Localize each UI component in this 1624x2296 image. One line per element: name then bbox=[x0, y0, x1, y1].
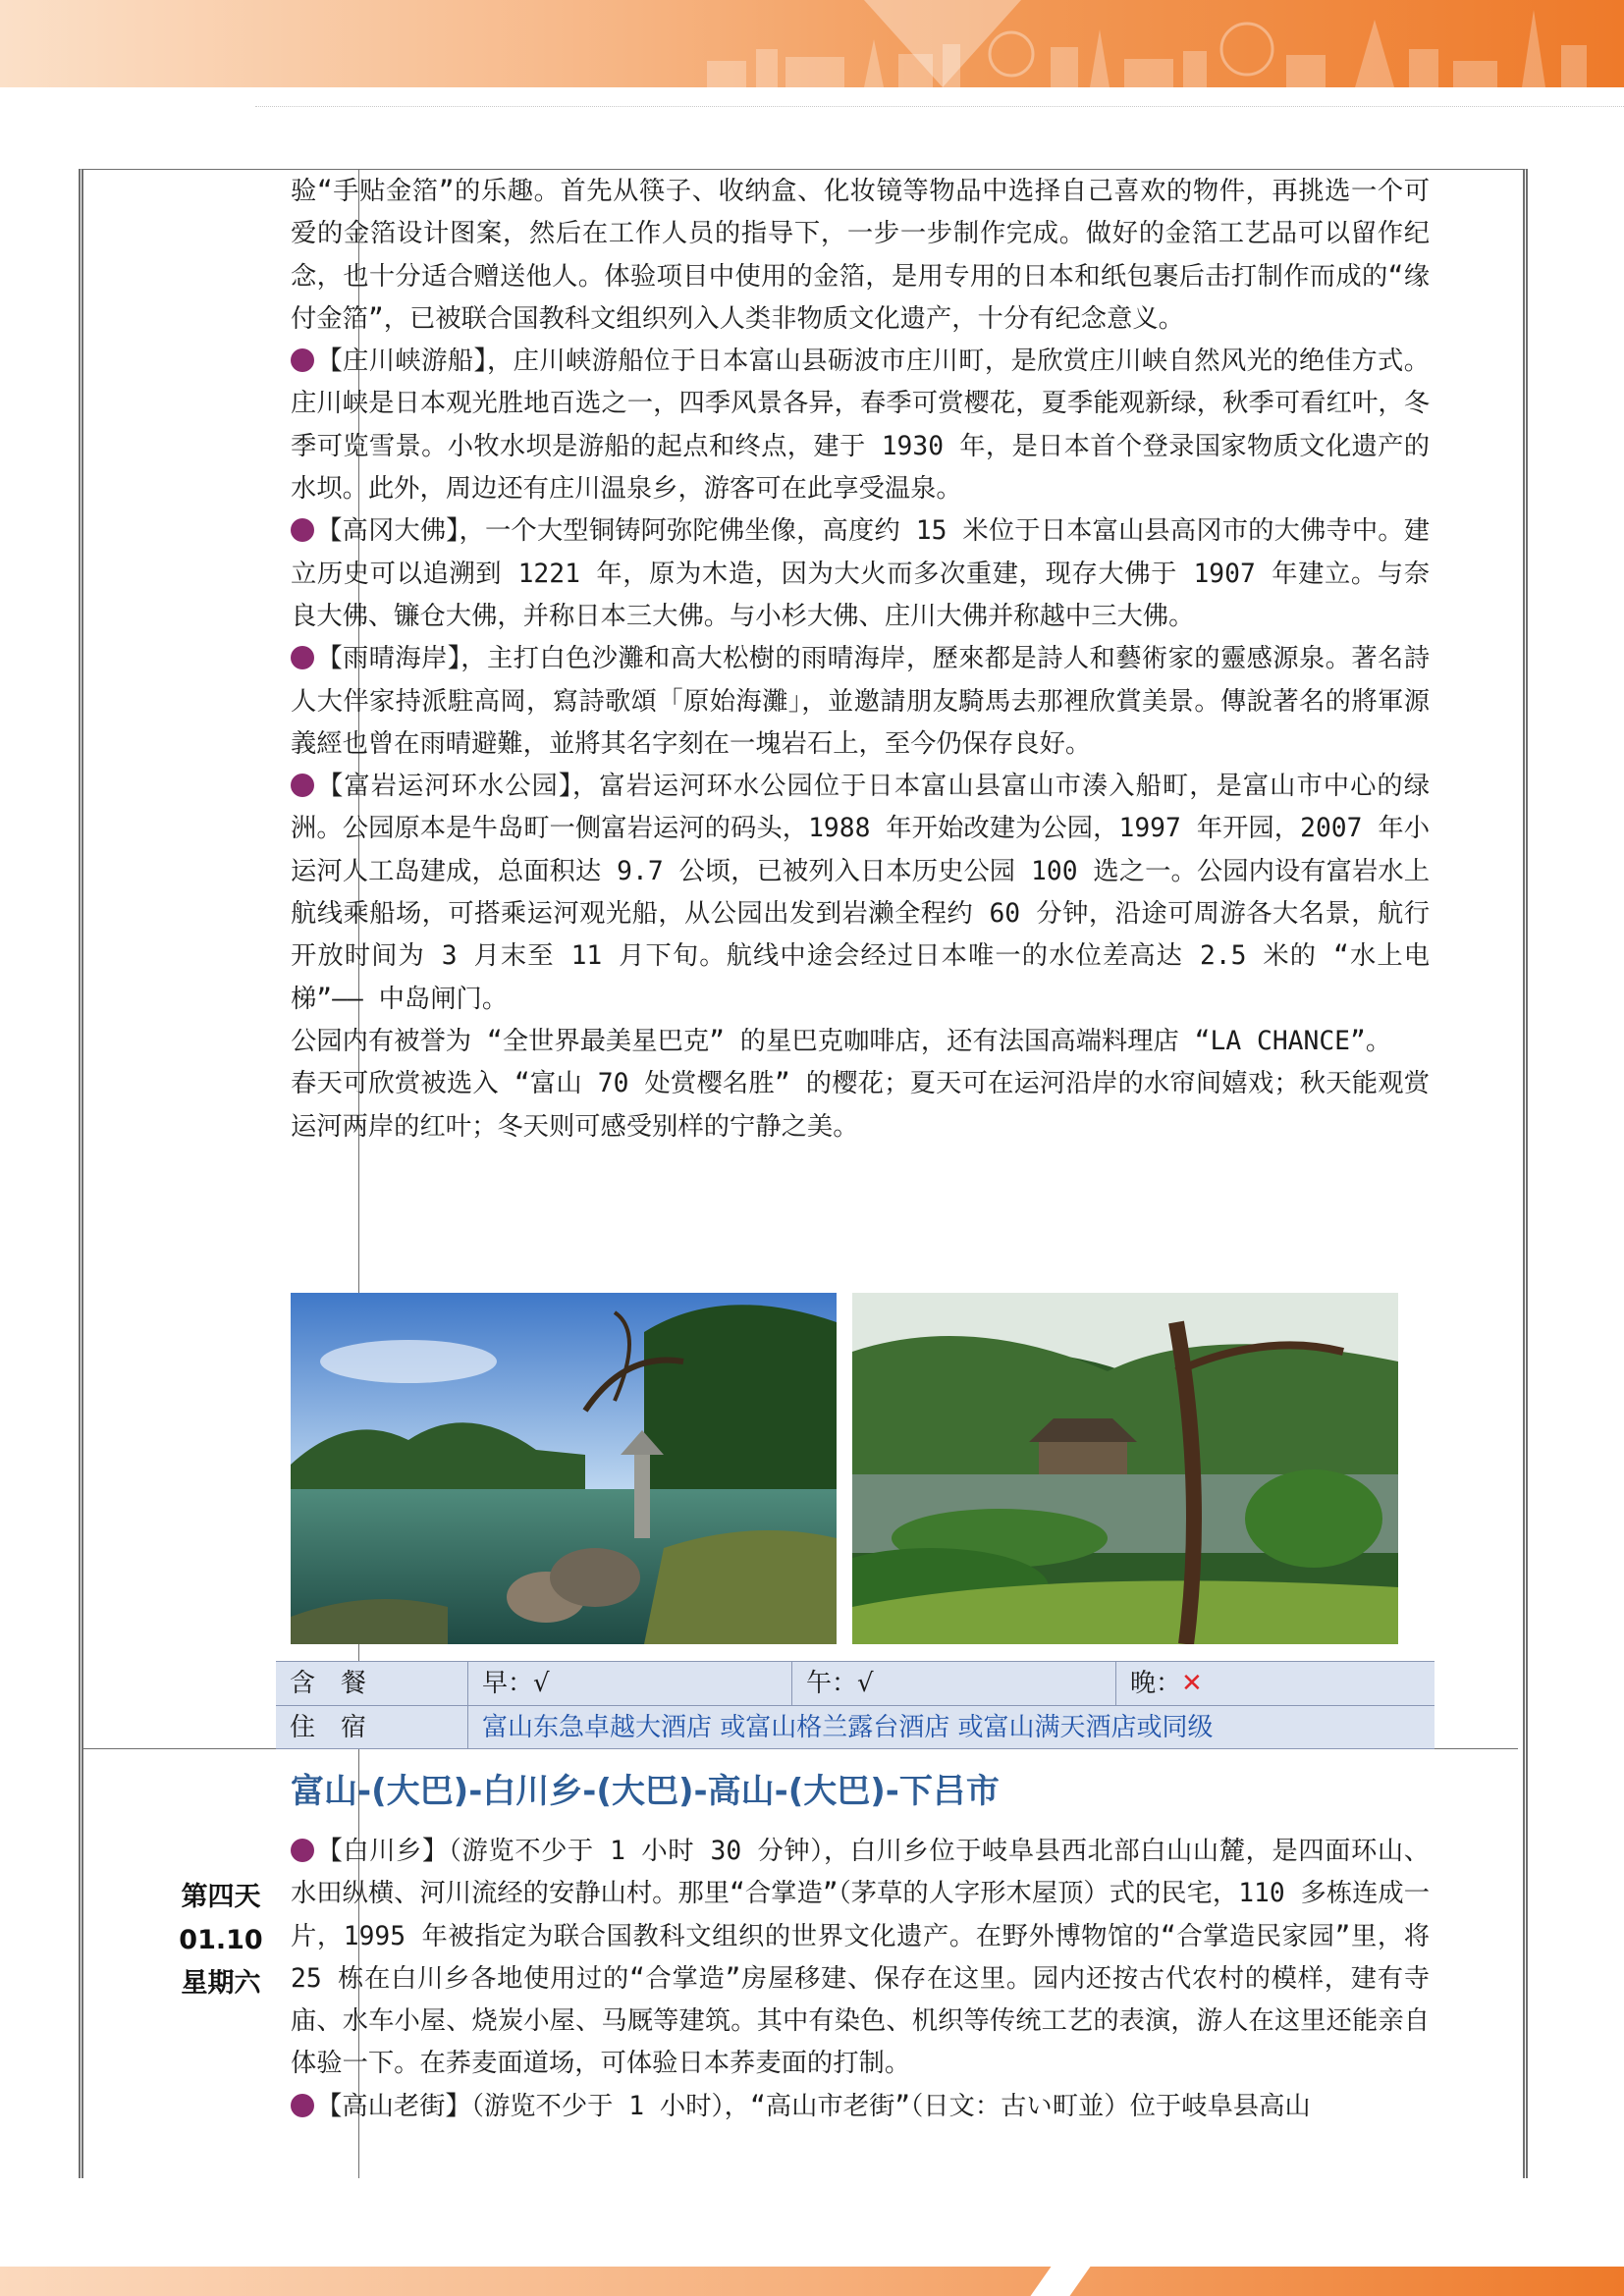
city-skyline-decoration bbox=[687, 0, 1624, 87]
meals-label: 含 餐 bbox=[276, 1662, 468, 1705]
shirakawago-text: 【白川乡】（游览不少于 1 小时 30 分钟），白川乡位于岐阜县西北部白山山麓，是四面环山、水田纵横、河川流经的安静山村。那里“合掌造”（茅草的人字形木屋顶）式的民宅，110 多栋连成一片，1995 年被指定为联合国教科文组织的世界文化遗产。在野外博物馆的“合掌造民家园”里，将 25 栋在白川乡各地使用过的“合掌造”房屋移建、保存在这里。园内还按古代农村的模样，建有寺庙、水车小屋、烧炭小屋、马厩等建筑。其中有染色、机织等传统工艺的表演，游人在这里还能亲自体验一下。在荞麦面道场，可体验日本荞麦面的打制。 bbox=[291, 1837, 1431, 2079]
lunch-cell: 午：√ bbox=[792, 1662, 1116, 1705]
photo-strip bbox=[291, 1293, 1430, 1646]
breakfast-cell: 早：√ bbox=[468, 1662, 792, 1705]
day4-route-title: 富山-(大巴)-白川乡-(大巴)-高山-(大巴)-下吕市 bbox=[291, 1772, 1000, 1811]
meals-lodging-table bbox=[276, 1661, 1435, 1749]
seasons-paragraph: 春天可欣赏被选入 “富山 70 处赏樱名胜” 的樱花；夏天可在运河沿岸的水帘间嬉戏；秋天能观赏运河两岸的红叶；冬天则可感受别样的宁静之美。 bbox=[291, 1069, 1430, 1142]
lodging-label: 住 宿 bbox=[276, 1706, 468, 1749]
shirakawago-paragraph bbox=[291, 1831, 1430, 2086]
top-banner bbox=[0, 0, 1624, 87]
lodging-row bbox=[276, 1706, 1435, 1749]
hotel-value: 富山东急卓越大酒店 或富山格兰露台酒店 或富山满天酒店或同级 bbox=[482, 1713, 1214, 1742]
starbucks-paragraph: 公园内有被誉为 “全世界最美星巴克” 的星巴克咖啡店，还有法国高端料理店 “LA CHANCE”。 bbox=[291, 1026, 1392, 1056]
bullet-icon bbox=[291, 348, 314, 372]
bullet-icon bbox=[291, 518, 314, 542]
garden-pond-photo bbox=[291, 1293, 837, 1644]
takaoka-buddha-paragraph bbox=[291, 510, 1430, 638]
fugan-park-text: 【富岩运河环水公园】，富岩运河环水公园位于日本富山县富山市湊入船町，是富山市中心的绿洲。公园原本是牛岛町一侧富岩运河的码头，1988 年开始改建为公园，1997 年开园，2007 年小运河人工岛建成，总面积达 9.7 公顷，已被列入日本历史公园 100 选之一。公园内设有富岩水上航线乘船场，可搭乘运河观光船，从公园出发到岩濑全程约 60 分钟，沿途可周游各大名景，航行开放时间为 3 月末至 11 月下旬。航线中途会经过日本唯一的水位差高达 2.5 米的 “水上电梯”—— 中岛闸门。 bbox=[291, 772, 1430, 1014]
bullet-icon bbox=[291, 2094, 314, 2117]
day3-description bbox=[291, 171, 1430, 1148]
bullet-icon bbox=[291, 1839, 314, 1862]
day-date: 01.10 bbox=[179, 1925, 263, 1955]
amaharashi-text: 【雨晴海岸】，主打白色沙灘和高大松樹的雨晴海岸，歷來都是詩人和藝術家的靈感源泉。著名詩人大伴家持派駐高岡，寫詩歌頌「原始海灘」，並邀請朋友騎馬去那裡欣賞美景。傳說著名的將軍源義經也曾在雨晴避難，並將其名字刻在一塊岩石上，至今仍保存良好。 bbox=[291, 644, 1430, 759]
bullet-icon bbox=[291, 646, 314, 669]
bullet-icon bbox=[291, 774, 314, 797]
takayama-text: 【高山老街】（游览不少于 1 小时），“高山市老街”（日文：古い町並）位于岐阜县高山 bbox=[316, 2091, 1311, 2121]
dinner-cell bbox=[1116, 1662, 1435, 1705]
no-dinner-icon: ✕ bbox=[1181, 1669, 1203, 1698]
amaharashi-paragraph bbox=[291, 638, 1430, 766]
meals-row bbox=[276, 1662, 1435, 1706]
header-rule bbox=[255, 106, 1624, 107]
takaoka-buddha-text: 【高冈大佛】，一个大型铜铸阿弥陀佛坐像，高度约 15 米位于日本富山县高冈市的大佛寺中。建立历史可以追溯到 1221 年，原为木造，因为大火而多次重建，现存大佛于 1907 年建立。与奈良大佛、镰仓大佛，并称日本三大佛。与小杉大佛、庄川大佛并称越中三大佛。 bbox=[291, 516, 1430, 631]
day-weekday: 星期六 bbox=[181, 1968, 261, 1999]
shogawa-text: 【庄川峡游船】，庄川峡游船位于日本富山县砺波市庄川町，是欣赏庄川峡自然风光的绝佳方式。庄川峡是日本观光胜地百选之一，四季风景各异，春季可赏樱花，夏季能观新绿，秋季可看红叶，冬季可览雪景。小牧水坝是游船的起点和终点，建于 1930 年，是日本首个登录国家物质文化遗产的水坝。此外，周边还有庄川温泉乡，游客可在此享受温泉。 bbox=[291, 347, 1430, 505]
bottom-banner bbox=[0, 2267, 1624, 2296]
teahouse-garden-photo bbox=[852, 1293, 1398, 1644]
fugan-park-paragraph bbox=[291, 766, 1430, 1021]
day4-description bbox=[291, 1831, 1430, 2128]
dinner-label: 晚： bbox=[1130, 1669, 1182, 1698]
day-number: 第四天 bbox=[181, 1882, 261, 1912]
takayama-paragraph bbox=[291, 2086, 1430, 2128]
banner-slash bbox=[1030, 2267, 1090, 2296]
gold-leaf-paragraph: 验“手贴金箔”的乐趣。首先从筷子、收纳盒、化妆镜等物品中选择自己喜欢的物件，再挑选一个可爱的金箔设计图案，然后在工作人员的指导下，一步一步制作完成。做好的金箔工艺品可以留作纪念，也十分适合赠送他人。体验项目中使用的金箔，是用专用的日本和纸包裹后击打制作而成的“缘付金箔”，已被联合国教科文组织列入人类非物质文化遗产，十分有纪念意义。 bbox=[291, 177, 1430, 334]
shogawa-paragraph bbox=[291, 341, 1430, 510]
